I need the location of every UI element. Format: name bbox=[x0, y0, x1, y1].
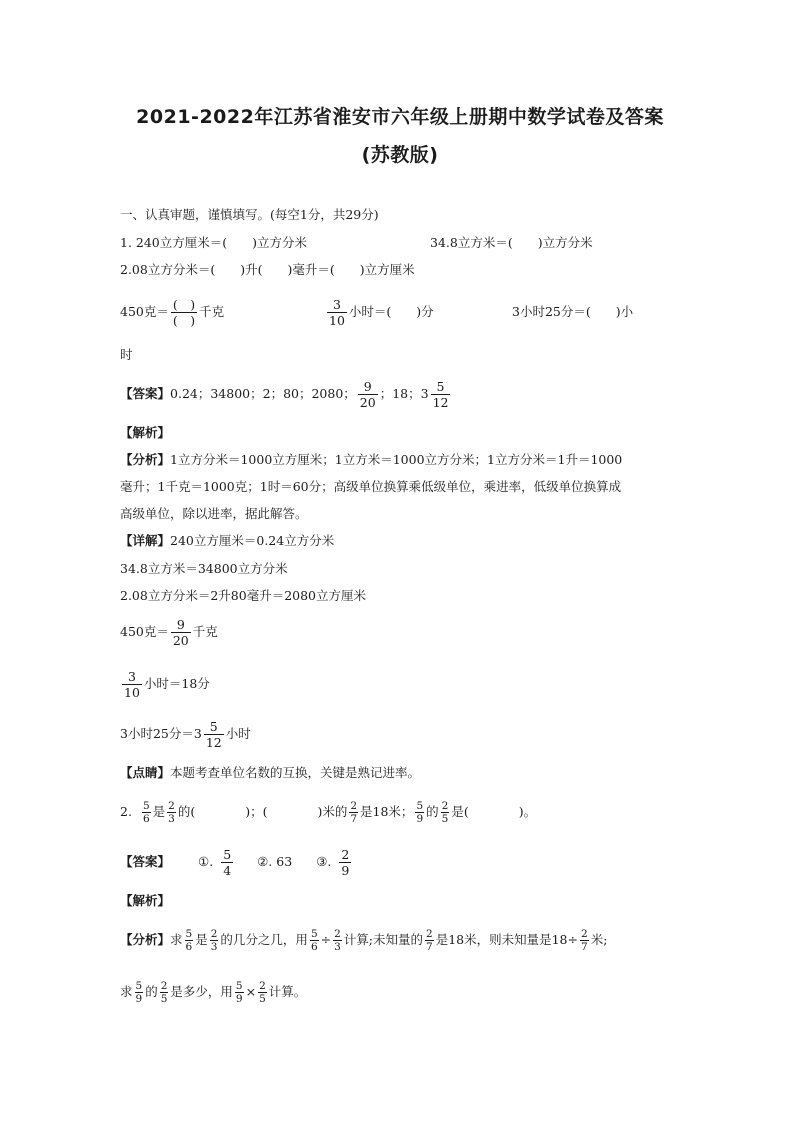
fraction-denominator: 12 bbox=[432, 394, 449, 410]
fraction bbox=[122, 669, 142, 700]
fraction-denominator: 4 bbox=[223, 862, 232, 878]
fraction-numerator: 3 bbox=[127, 668, 136, 684]
fraction-numerator: 5 bbox=[185, 927, 193, 940]
answer-label: 【答案】 bbox=[120, 386, 171, 401]
fenxi-text: 1立方分米＝1000立方厘米；1立方米＝1000立方分米；1立方分米＝1升＝1000 bbox=[170, 452, 623, 467]
fraction-numerator: 9 bbox=[176, 616, 185, 632]
fenxi-text: 计算。 bbox=[268, 984, 307, 999]
answer-marker: ①. bbox=[198, 854, 214, 869]
dianjing-label: 【点睛】 bbox=[120, 765, 171, 780]
fraction-denominator: 7 bbox=[581, 940, 588, 953]
document-subtitle: (苏教版) bbox=[361, 144, 439, 166]
question-number: 2. bbox=[120, 804, 132, 819]
dianjing-text: 本题考查单位名数的互换，关键是熟记进率。 bbox=[170, 765, 421, 780]
q1-part-f-continued: 时 bbox=[120, 347, 133, 362]
answer-marker: ②. 63 bbox=[257, 854, 293, 869]
q1-part-f: 3小时25分＝( )小 bbox=[512, 304, 634, 319]
fraction-numerator: 9 bbox=[363, 378, 372, 394]
q1-d-suffix: 千克 bbox=[199, 304, 225, 319]
q1-xiangjie-line3: 2.08立方分米＝2升80毫升＝2080立方厘米 bbox=[120, 588, 367, 603]
fenxi-label: 【分析】 bbox=[120, 932, 171, 947]
fraction-numerator: 2 bbox=[341, 846, 350, 862]
fraction-numerator: 5 bbox=[223, 846, 232, 862]
fraction-numerator: 2 bbox=[168, 799, 175, 812]
fraction-numerator: ( ) bbox=[172, 296, 196, 312]
fraction-numerator: 3 bbox=[332, 296, 341, 312]
xiangjie-text: 3小时25分＝3 bbox=[120, 726, 202, 741]
fraction bbox=[327, 297, 347, 328]
fenxi-text: 的 bbox=[145, 984, 158, 999]
fraction-numerator: 5 bbox=[135, 979, 143, 992]
fraction-numerator: 5 bbox=[416, 799, 424, 812]
fenxi-text: ÷ bbox=[320, 932, 332, 947]
q1-dianjing bbox=[120, 764, 420, 782]
q1-xiangjie-line2: 34.8立方米＝34800立方分米 bbox=[120, 561, 288, 576]
answer-text: 0.24；34800；2；80；2080； bbox=[170, 386, 356, 401]
xiangjie-text: 450克＝ bbox=[120, 624, 169, 639]
question-text: 是 bbox=[152, 804, 166, 819]
fraction bbox=[135, 980, 144, 1005]
q1-fenxi-line3: 高级单位，除以进率，据此解答。 bbox=[120, 506, 308, 521]
analysis-label: 【解析】 bbox=[120, 425, 171, 440]
fraction bbox=[204, 719, 224, 750]
fraction-numerator: 2 bbox=[160, 979, 168, 992]
fraction bbox=[415, 800, 424, 825]
fraction-numerator: 2 bbox=[259, 979, 266, 992]
fenxi-text: 计算;未知量的 bbox=[343, 932, 424, 947]
fraction bbox=[171, 297, 197, 328]
fraction bbox=[431, 379, 451, 410]
fenxi-label: 【分析】 bbox=[120, 452, 171, 467]
xiangjie-text: 240立方厘米＝0.24立方分米 bbox=[170, 533, 335, 548]
q2-fenxi-line1 bbox=[120, 920, 607, 960]
q1-part-d bbox=[120, 290, 224, 334]
fraction bbox=[160, 980, 169, 1005]
q2-question bbox=[120, 792, 536, 832]
q1-fenxi-line1 bbox=[120, 451, 622, 469]
fraction-denominator: 9 bbox=[135, 992, 143, 1005]
q2-answer bbox=[120, 842, 353, 882]
fraction-denominator: 9 bbox=[416, 812, 424, 825]
fenxi-text: 是18米，则未知量是18÷ bbox=[435, 932, 578, 947]
q2-fenxi-line2 bbox=[120, 972, 306, 1012]
fraction-numerator: 5 bbox=[235, 979, 243, 992]
fraction-denominator: ( ) bbox=[172, 312, 196, 328]
fraction-numerator: 2 bbox=[581, 927, 588, 940]
q1-answer bbox=[120, 374, 452, 414]
section-heading: 一、认真审题，谨慎填写。(每空1分，共29分) bbox=[120, 207, 379, 222]
fraction-denominator: 5 bbox=[160, 992, 168, 1005]
q1-part-e bbox=[325, 290, 434, 334]
fraction-denominator: 6 bbox=[310, 940, 318, 953]
q1-xiangjie-line4 bbox=[120, 612, 218, 652]
question-text: 的 bbox=[426, 804, 439, 819]
document-page bbox=[120, 0, 680, 1123]
fenxi-text: × bbox=[245, 984, 257, 999]
fraction-denominator: 3 bbox=[168, 812, 175, 825]
fraction-numerator: 2 bbox=[350, 799, 358, 812]
fraction-denominator: 6 bbox=[142, 812, 150, 825]
question-text: 是18米； bbox=[360, 804, 414, 819]
fraction-denominator: 12 bbox=[205, 734, 222, 750]
fraction-denominator: 5 bbox=[441, 812, 449, 825]
fraction bbox=[425, 928, 434, 953]
fenxi-text: 的几分之几，用 bbox=[220, 932, 308, 947]
q1-xiangjie-line1 bbox=[120, 532, 334, 550]
fraction-numerator: 5 bbox=[142, 799, 150, 812]
analysis-label: 【解析】 bbox=[120, 893, 171, 908]
fraction-denominator: 7 bbox=[426, 940, 433, 953]
fraction bbox=[258, 980, 267, 1005]
fraction-denominator: 5 bbox=[259, 992, 266, 1005]
answer-text: ；18；3 bbox=[379, 386, 429, 401]
question-text: 的( )；( )米的 bbox=[177, 804, 348, 819]
fenxi-text: 求 bbox=[170, 932, 183, 947]
fenxi-text: 是 bbox=[195, 932, 208, 947]
fraction-denominator: 3 bbox=[334, 940, 341, 953]
fraction-numerator: 2 bbox=[334, 927, 341, 940]
fraction bbox=[358, 379, 378, 410]
fraction-denominator: 10 bbox=[124, 684, 140, 700]
fraction-numerator: 2 bbox=[210, 927, 218, 940]
q1-part-a: 1. 240立方厘米＝( )立方分米 bbox=[120, 235, 308, 250]
fraction bbox=[142, 800, 151, 825]
q1-fenxi-line2: 毫升；1千克＝1000克；1时＝60分；高级单位换算乘低级单位，乘进率，低级单位换算成 bbox=[120, 479, 622, 494]
question-text: 是( )。 bbox=[451, 804, 537, 819]
fraction-denominator: 20 bbox=[172, 632, 189, 648]
xiangjie-text: 小时＝18分 bbox=[143, 676, 210, 691]
fraction bbox=[441, 800, 450, 825]
fraction-denominator: 9 bbox=[235, 992, 243, 1005]
fraction bbox=[580, 928, 589, 953]
fraction bbox=[221, 847, 233, 878]
fraction bbox=[185, 928, 194, 953]
fraction-numerator: 2 bbox=[441, 799, 449, 812]
fraction bbox=[167, 800, 176, 825]
fraction bbox=[339, 847, 351, 878]
fenxi-text: 是多少，用 bbox=[170, 984, 233, 999]
q1-e-suffix: 小时＝( )分 bbox=[348, 304, 434, 319]
q1-part-c: 2.08立方分米＝( )升( )毫升＝( )立方厘米 bbox=[120, 262, 415, 277]
q1-d-prefix: 450克＝ bbox=[120, 304, 169, 319]
fraction bbox=[310, 928, 319, 953]
answer-label: 【答案】 bbox=[120, 854, 171, 869]
document-title: 2021-2022年江苏省淮安市六年级上册期中数学试卷及答案 bbox=[136, 106, 664, 128]
fraction-denominator: 7 bbox=[350, 812, 358, 825]
q1-part-b: 34.8立方米＝( )立方分米 bbox=[430, 235, 593, 250]
fraction bbox=[171, 617, 191, 648]
fenxi-text: 求 bbox=[120, 984, 133, 999]
fraction-numerator: 5 bbox=[209, 718, 218, 734]
answer-marker: ③. bbox=[316, 854, 332, 869]
fraction bbox=[333, 928, 342, 953]
fraction bbox=[235, 980, 244, 1005]
fraction-denominator: 20 bbox=[359, 394, 376, 410]
fraction bbox=[349, 800, 358, 825]
fraction-denominator: 9 bbox=[341, 862, 350, 878]
fraction-denominator: 10 bbox=[329, 312, 345, 328]
fenxi-text: 米; bbox=[590, 932, 608, 947]
fraction-numerator: 2 bbox=[426, 927, 433, 940]
xiangjie-text: 千克 bbox=[192, 624, 218, 639]
fraction-denominator: 3 bbox=[210, 940, 218, 953]
q1-xiangjie-line5 bbox=[120, 664, 210, 704]
fraction-denominator: 6 bbox=[185, 940, 193, 953]
fraction bbox=[210, 928, 219, 953]
fraction-numerator: 5 bbox=[436, 378, 445, 394]
q1-xiangjie-line6 bbox=[120, 714, 251, 754]
xiangjie-label: 【详解】 bbox=[120, 533, 171, 548]
xiangjie-text: 小时 bbox=[225, 726, 251, 741]
fraction-numerator: 5 bbox=[310, 927, 318, 940]
